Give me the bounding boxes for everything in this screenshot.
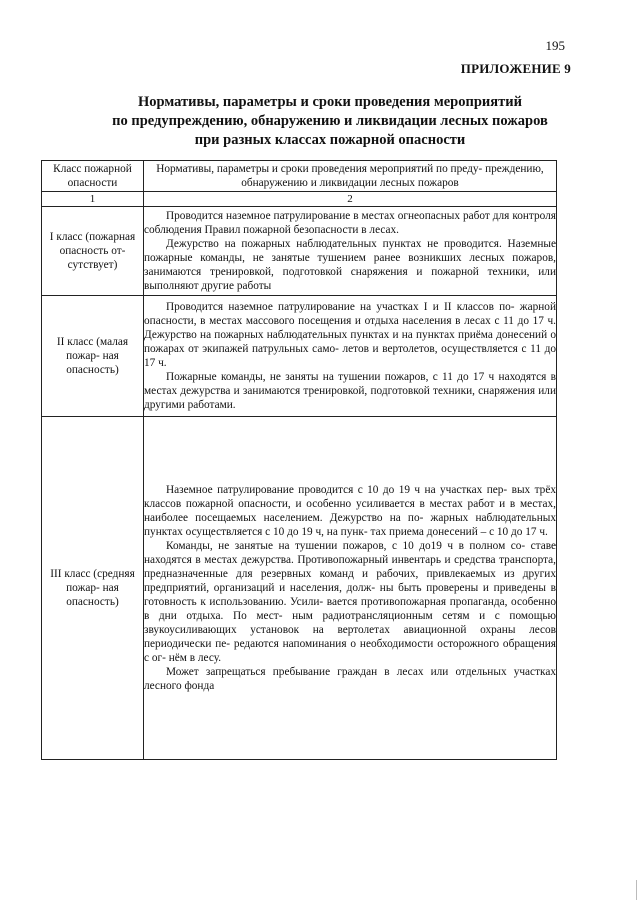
appendix-label: ПРИЛОЖЕНИЕ 9: [460, 61, 571, 76]
table-row: [42, 417, 557, 760]
norms-paragraph: Проводится наземное патрулирование на участках I и II классов по- жарной опасности, в местах массового посещения и отдыха населения в лесах с 11 до 17 ч. Дежурство на пожарных наблюдательных пунктах и на пунктах приёма донесений о пожарах от экипажей патрульных само- летов и вертолетов, осуществляется с 11 до 17 ч.: [144, 301, 556, 369]
norms-paragraph: Наземное патрулирование проводится с 10 до 19 ч на участках пер- вых трёх классов пожарной опасности, и особенно усиливается в местах работ и в местах, наиболее посещаемых населением. Дежурство на по- жарных наблюдательных пунктах осуществляется с 10 до 19 ч, на пунк- тах приема донесений – с 10 до 17 ч.: [144, 484, 556, 538]
column-number: 1: [42, 192, 144, 207]
norms-cell: [144, 417, 557, 760]
norms-paragraph: Команды, не занятые на тушении пожаров, с 10 до19 ч в полном со- ставе находятся в местах дежурства. Противопожарный инвентарь и средства транспорта, предназначенные для резервных команд и рабочих, привлекаемых из других предприятий, организаций и населения, долж- ны быть проверены и приведены в готовность к использованию. Усили- вается противопожарная пропаганда, особенно в дни отдыха. По мест- ным радиотрансляционным сетям и с помощью звукоусиливающих установок на вертолетах авиационной охраны лесов периодически пе- редаются напоминания о необходимости осторожного обращения с ог- нём в лесу.: [144, 540, 556, 664]
scan-edge-mark: [636, 880, 637, 900]
norms-paragraph: Может запрещаться пребывание граждан в лесах или отдельных участках лесного фонда: [144, 666, 556, 692]
norms-cell: [144, 207, 557, 296]
header-class-column: Класс пожарной опасности: [42, 161, 144, 192]
table-row: [42, 296, 557, 417]
title-line: при разных классах пожарной опасности: [194, 132, 466, 148]
class-cell: I класс (пожарная опасность от- сутствует): [42, 207, 144, 296]
class-cell: II класс (малая пожар- ная опасность): [42, 296, 144, 417]
norms-paragraph: Дежурство на пожарных наблюдательных пунктах не проводится. Наземные пожарные команды, не занятые тушением ранее возникших лесных пожаров, занимаются тренировкой, подготовкой снаряжения и пожарной техники, или выполняют другие работы: [144, 238, 556, 292]
table-header-row: [42, 161, 557, 192]
column-number-row: [42, 192, 557, 207]
title-line: Нормативы, параметры и сроки проведения мероприятий: [138, 94, 522, 110]
document-title: [80, 93, 580, 150]
norms-paragraph: Пожарные команды, не заняты на тушении пожаров, с 11 до 17 ч находятся в местах дежурства и занимаются тренировкой, подготовкой техники, снаряжения или другими работами.: [144, 371, 556, 411]
table-row: [42, 207, 557, 296]
page-number: 195: [545, 38, 565, 53]
norms-paragraph: Проводится наземное патрулирование в местах огнеопасных работ для контроля соблюдения Правил пожарной безопасности в лесах.: [144, 210, 556, 236]
column-number: 2: [144, 192, 557, 207]
fire-danger-table: [41, 160, 557, 760]
title-line: по предупреждению, обнаружению и ликвидации лесных пожаров: [112, 113, 548, 129]
class-cell: III класс (средняя пожар- ная опасность): [42, 417, 144, 760]
norms-cell: [144, 296, 557, 417]
header-norms-column: Нормативы, параметры и сроки проведения мероприятий по преду- преждению, обнаружению и ликвидации лесных пожаров: [144, 161, 557, 192]
